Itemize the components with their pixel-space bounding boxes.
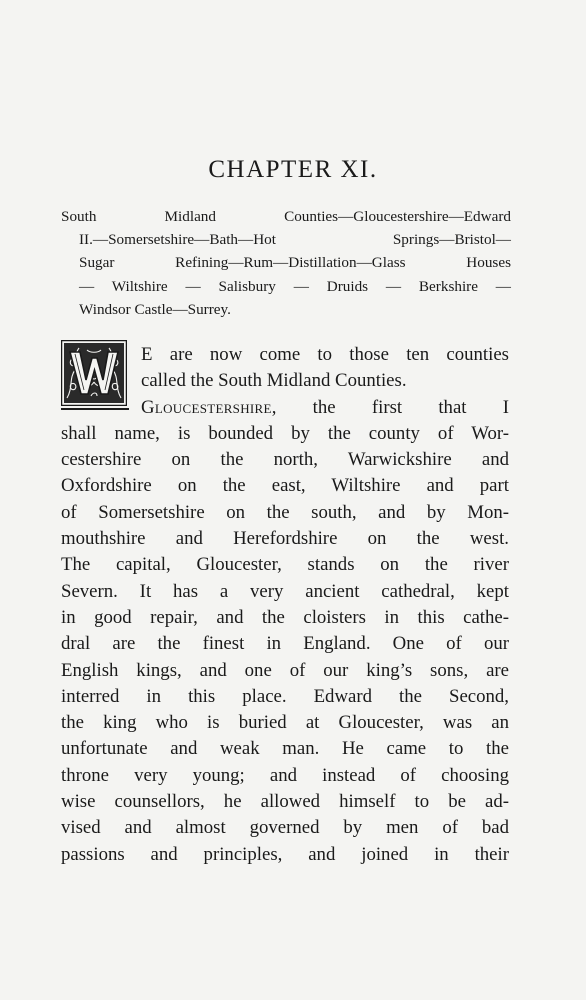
text-line: called the South Midland Counties. [141, 370, 407, 392]
text-line: shall name, is bounded by the county of Wor- [61, 422, 509, 444]
text-line-rest: , the first that I [271, 396, 509, 418]
chapter-heading: CHAPTER XI. [208, 156, 378, 183]
text-line: passions and principles, and joined in their [61, 843, 509, 865]
text-line: in good repair, and the cloisters in this cathe- [61, 606, 509, 628]
text-line: E are now come to those ten counties [141, 344, 509, 365]
text-line: mouthshire and Herefordshire on the west. [61, 528, 509, 550]
summary-line: — Wiltshire — Salisbury — Druids — Berkshire — [79, 277, 511, 295]
text-line: Oxfordshire on the east, Wiltshire and part [61, 475, 509, 497]
text-line: throne very young; and instead of choosing [61, 764, 509, 786]
body-paragraph [61, 342, 509, 868]
summary-line: South Midland Counties—Gloucestershire—Edward [61, 208, 511, 225]
text-line: cestershire on the north, Warwickshire and [61, 449, 509, 471]
text-line: English kings, and one of our king’s sons, are [61, 659, 509, 681]
text-line: unfortunate and weak man. He came to the [61, 738, 509, 760]
chapter-summary [61, 205, 511, 321]
text-line: dral are the finest in England. One of our [61, 633, 509, 655]
text-line: of Somersetshire on the south, and by Mon- [61, 501, 509, 523]
summary-line: Sugar Refining—Rum—Distillation—Glass Houses [79, 254, 511, 272]
text-line: wise counsellors, he allowed himself to be ad- [61, 791, 509, 813]
county-name-smallcaps: Gloucestershire [141, 396, 272, 418]
summary-line: Windsor Castle—Surrey. [79, 300, 231, 318]
text-line: the king who is buried at Gloucester, was an [61, 712, 509, 734]
text-line: vised and almost governed by men of bad [61, 817, 509, 839]
text-line [61, 395, 509, 421]
text-line: The capital, Gloucester, stands on the river [61, 554, 509, 576]
text-line: interred in this place. Edward the Second, [61, 685, 509, 707]
summary-line: II.—Somersetshire—Bath—Hot Springs—Bristol— [79, 231, 511, 249]
text-line: Severn. It has a very ancient cathedral, kept [61, 580, 509, 602]
